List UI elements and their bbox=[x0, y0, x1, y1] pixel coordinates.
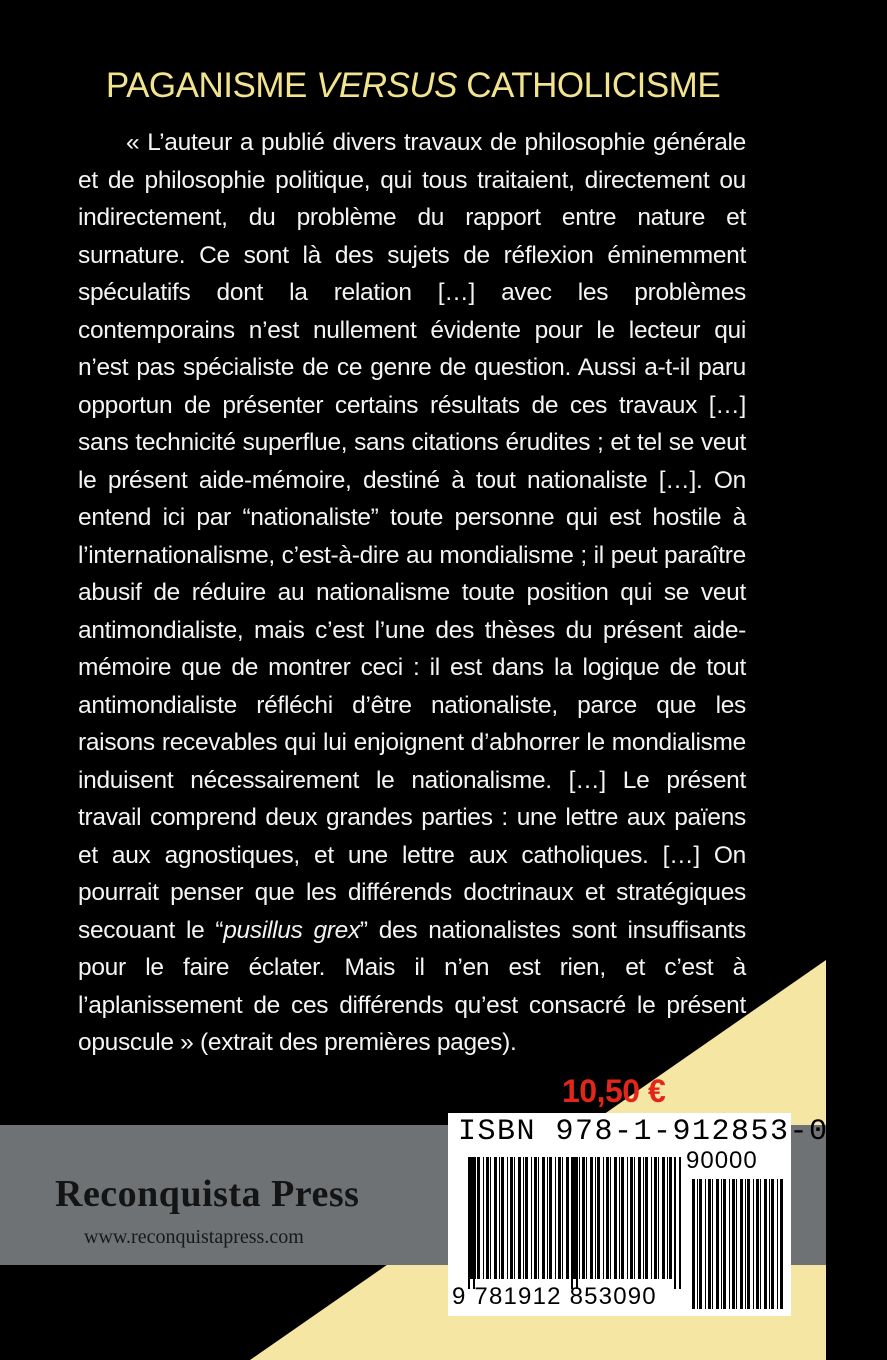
barcode-bar bbox=[667, 1157, 668, 1279]
isbn-label: ISBN 978-1-912853-09-0 bbox=[458, 1115, 887, 1149]
barcode-bar bbox=[658, 1157, 659, 1279]
barcode-bar bbox=[638, 1157, 641, 1279]
barcode-bar bbox=[597, 1157, 600, 1279]
barcode-bar bbox=[510, 1157, 513, 1279]
barcode-ean-digits: 9 781912 853090 bbox=[452, 1283, 657, 1310]
barcode-bar bbox=[777, 1179, 778, 1309]
title-part-1: PAGANISME bbox=[105, 66, 317, 105]
barcode-bar bbox=[745, 1179, 746, 1309]
barcode-bar bbox=[760, 1179, 761, 1309]
barcode-bar bbox=[692, 1179, 695, 1309]
barcode-bar bbox=[542, 1157, 545, 1279]
barcode-bar bbox=[764, 1179, 767, 1309]
barcode-bar bbox=[579, 1157, 580, 1279]
barcode-addon-digits: 90000 bbox=[686, 1147, 758, 1174]
publisher-website: www.reconquistapress.com bbox=[84, 1226, 304, 1248]
barcode-bar bbox=[747, 1179, 750, 1309]
barcode-bar bbox=[619, 1157, 620, 1279]
barcode-bar bbox=[662, 1157, 665, 1279]
barcode-bar bbox=[634, 1157, 635, 1279]
barcode-bar bbox=[534, 1157, 537, 1279]
barcode-bar bbox=[705, 1179, 706, 1309]
barcode-bar bbox=[501, 1157, 504, 1279]
barcode-bar bbox=[573, 1157, 576, 1279]
barcode-guard-bar bbox=[571, 1157, 573, 1289]
barcode-bar bbox=[740, 1179, 743, 1309]
barcode-bar bbox=[651, 1157, 652, 1279]
barcode-bar bbox=[769, 1179, 770, 1309]
barcode-bar bbox=[566, 1157, 569, 1279]
publisher-name: Reconquista Press bbox=[55, 1173, 360, 1215]
price-label: 10,50 € bbox=[562, 1073, 666, 1109]
barcode-bar bbox=[477, 1157, 480, 1279]
barcode-bar bbox=[483, 1157, 484, 1279]
barcode-bar bbox=[712, 1179, 713, 1309]
barcode-guard-bar bbox=[473, 1157, 475, 1289]
barcode-bar bbox=[716, 1179, 719, 1309]
barcode-bar bbox=[614, 1157, 617, 1279]
barcode-bar bbox=[621, 1157, 624, 1279]
barcode-bar bbox=[595, 1157, 596, 1279]
barcode-bar bbox=[538, 1157, 539, 1279]
blurb-italic-latin: pusillus grex bbox=[223, 916, 360, 944]
blurb-text-1: « L’auteur a publié divers travaux de philosophie générale et de philosophie politique, qui tous traitaient, directement ou indirectement, du problème du rapport entre nature et surnature. Ce sont là des sujets de réflexion éminemment spéculatifs dont la relation […] avec les problèmes contemporains n’est nullement évidente pour le lecteur qui n’est pas spécialiste de ce genre de question. Aussi a-t-il paru opportun de présenter certains résultats de ces travaux […] sans technicité superflue, sans citations érudites ; et tel se veut le présent aide-mémoire, destiné à tout nationaliste […]. On entend ici par “nationaliste” toute personne qui est hostile à l’internationalisme, c’est-à-dire au mondialisme ; il peut paraître abusif de réduire au nationalisme toute position qui se veut antimondialiste, mais c’est l’une des thèses du présent aide-mémoire que de montrer ceci : il est dans la logique de tout antimondialiste réfléchi d’être nationaliste, parce que les raisons recevables qui lui enjoignent d’abhorrer le mondialisme induisent nécessairement le nationalisme. […] Le présent travail comprend deux grandes parties : une lettre aux païens et aux agnostiques, et une lettre aux catholiques. […] On pourrait penser que les différends doctrinaux et stratégiques secouant le “ bbox=[78, 129, 746, 944]
barcode-bar bbox=[507, 1157, 508, 1279]
barcode-bar bbox=[555, 1157, 556, 1279]
barcode-bar bbox=[547, 1157, 548, 1279]
barcode-bar bbox=[654, 1157, 657, 1279]
barcode-box bbox=[448, 1113, 887, 1316]
barcode-bar bbox=[699, 1179, 702, 1309]
barcode-bar bbox=[490, 1157, 491, 1279]
barcode-bar bbox=[514, 1157, 515, 1279]
barcode-bar bbox=[645, 1157, 648, 1279]
barcode-bar bbox=[729, 1179, 730, 1309]
barcode-guard-bar bbox=[679, 1157, 681, 1289]
barcode-bar bbox=[708, 1179, 711, 1309]
barcode-bar bbox=[643, 1157, 644, 1279]
title-part-italic: VERSUS bbox=[316, 66, 457, 105]
barcode-bar bbox=[499, 1157, 500, 1279]
barcode-bar bbox=[697, 1179, 698, 1309]
barcode-bar bbox=[549, 1157, 552, 1279]
barcode-guard-bar bbox=[576, 1157, 578, 1289]
barcode-bar bbox=[732, 1179, 735, 1309]
barcode-bar bbox=[586, 1157, 587, 1279]
barcode-bar bbox=[753, 1179, 754, 1309]
barcode-bar bbox=[486, 1157, 489, 1279]
barcode-bar bbox=[771, 1179, 774, 1309]
barcode-bar bbox=[558, 1157, 561, 1279]
barcode-bar bbox=[590, 1157, 593, 1279]
barcode-bar bbox=[518, 1157, 521, 1279]
barcode-bar bbox=[494, 1157, 497, 1279]
barcode-bar bbox=[721, 1179, 722, 1309]
title-part-3: CATHOLICISME bbox=[457, 66, 721, 105]
barcode-bar bbox=[630, 1157, 633, 1279]
barcode-bar bbox=[736, 1179, 737, 1309]
barcode-bar bbox=[531, 1157, 532, 1279]
barcode-bar bbox=[780, 1179, 783, 1309]
barcode-bar bbox=[475, 1157, 476, 1279]
book-title bbox=[0, 66, 826, 106]
barcode-bar bbox=[627, 1157, 628, 1279]
barcode-bar bbox=[756, 1179, 759, 1309]
barcode-bar bbox=[669, 1157, 672, 1279]
barcode-bar bbox=[562, 1157, 563, 1279]
barcode-guard-bar bbox=[674, 1157, 676, 1289]
barcode-bar bbox=[606, 1157, 609, 1279]
barcode-bar bbox=[525, 1157, 528, 1279]
blurb-text-2: ” des nationalistes sont insuffisants pour le faire éclater. Mais il n’en est rien, et c’est à l’aplanissement de ces différends qu’est consacré le présent opuscule » (extrait des premières pages). bbox=[78, 916, 746, 1056]
barcode-bar bbox=[610, 1157, 611, 1279]
back-cover-blurb bbox=[78, 124, 746, 1062]
barcode-bar bbox=[723, 1179, 726, 1309]
barcode-bar bbox=[603, 1157, 604, 1279]
barcode-bar bbox=[582, 1157, 585, 1279]
barcode-bar bbox=[470, 1157, 473, 1279]
barcode-guard-bar bbox=[468, 1157, 470, 1289]
barcode-bar bbox=[523, 1157, 524, 1279]
